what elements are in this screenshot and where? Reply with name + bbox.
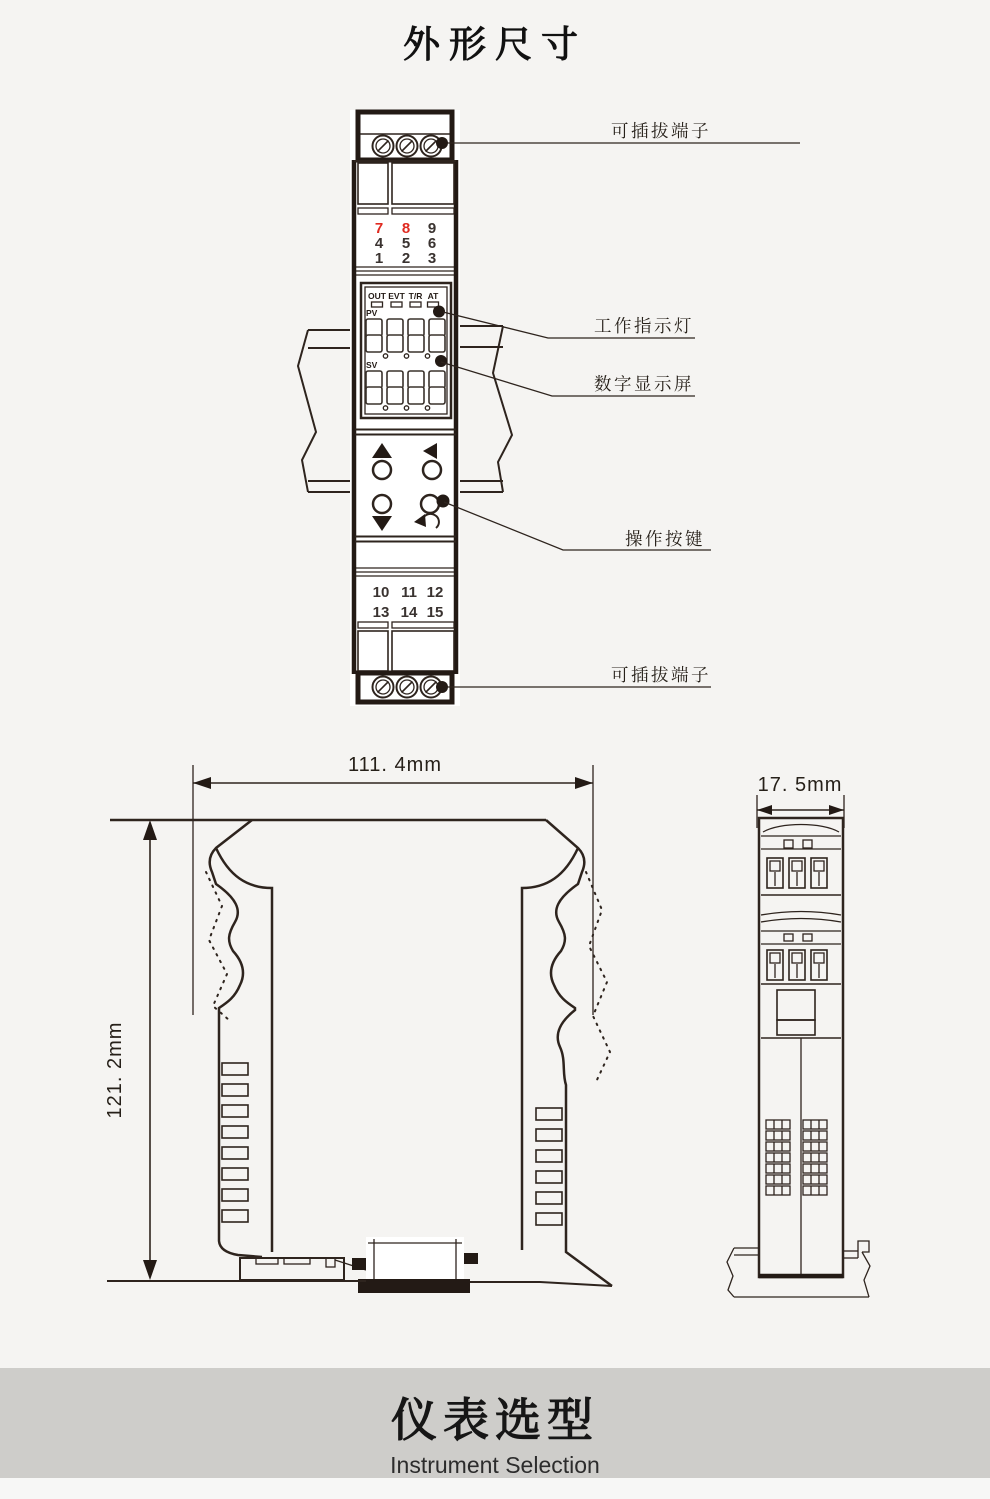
terminal-screw-icon	[373, 136, 394, 157]
indicator-label-out: OUT	[368, 291, 386, 301]
indicator-label-at: AT	[427, 291, 439, 301]
vent-slots-right	[536, 1108, 562, 1225]
footer-section-title: 仪表选型	[391, 1394, 599, 1446]
depth-dimension-label: 17. 5mm	[757, 774, 843, 796]
terminal-number: 15	[426, 604, 444, 621]
side-view-rail	[727, 1241, 870, 1297]
callout-dot	[435, 355, 447, 367]
terminal-screw-icon	[373, 677, 394, 698]
terminal-number: 8	[401, 220, 411, 237]
top-terminal-block	[358, 112, 452, 160]
terminal-number: 9	[427, 220, 437, 237]
width-dimension-label: 111. 4mm	[348, 754, 442, 776]
terminal-number: 2	[401, 250, 411, 267]
side-terminal-icon	[789, 950, 805, 980]
rail-clip-assembly	[240, 1237, 478, 1293]
terminal-screw-icon	[397, 677, 418, 698]
indicator-label-tr: T/R	[408, 291, 423, 301]
callout-operation-buttons: 操作按键	[625, 529, 705, 549]
footer-section-subtitle: Instrument Selection	[390, 1452, 600, 1478]
side-view-drawing	[727, 774, 870, 1297]
terminal-number: 11	[401, 584, 417, 601]
callout-dot	[436, 137, 448, 149]
callouts	[441, 121, 800, 687]
sv-label: SV	[366, 360, 378, 370]
bottom-terminal-block	[358, 673, 452, 702]
terminal-number: 4	[374, 235, 384, 252]
front-view	[350, 110, 460, 706]
dimension-height	[104, 820, 157, 1280]
terminal-number: 5	[401, 235, 411, 252]
terminal-number: 6	[427, 235, 437, 252]
indicator-label-evt: EVT	[388, 291, 405, 301]
terminal-number: 3	[427, 250, 437, 267]
terminal-number: 10	[372, 584, 390, 601]
side-terminal-icon	[811, 950, 827, 980]
callout-status-leds: 工作指示灯	[594, 316, 694, 336]
footer-below-strip	[0, 1478, 990, 1499]
callout-digital-display: 数字显示屏	[594, 374, 694, 394]
terminal-number: 1	[374, 250, 384, 267]
callout-dot	[437, 495, 450, 508]
terminal-number: 12	[426, 584, 444, 601]
terminal-number: 13	[372, 604, 390, 621]
dimension-depth	[757, 774, 844, 828]
callout-dot	[436, 681, 448, 693]
side-vent-grid	[766, 1120, 827, 1195]
side-terminal-icon	[789, 858, 805, 888]
side-terminal-icon	[811, 858, 827, 888]
callout-top-terminal: 可插拔端子	[611, 121, 711, 141]
pv-label: PV	[366, 308, 378, 318]
terminal-number: 14	[400, 604, 418, 621]
terminal-number: 7	[374, 220, 384, 237]
side-terminal-icon	[767, 950, 783, 980]
vent-slots-left	[222, 1063, 248, 1222]
terminal-screw-icon	[397, 136, 418, 157]
height-dimension-label: 121. 2mm	[104, 1021, 126, 1119]
callout-bottom-terminal: 可插拔端子	[611, 665, 711, 685]
page-title: 外形尺寸	[403, 24, 587, 65]
footer-band	[0, 1368, 990, 1478]
side-terminal-icon	[767, 858, 783, 888]
outline-front-drawing	[104, 754, 612, 1293]
